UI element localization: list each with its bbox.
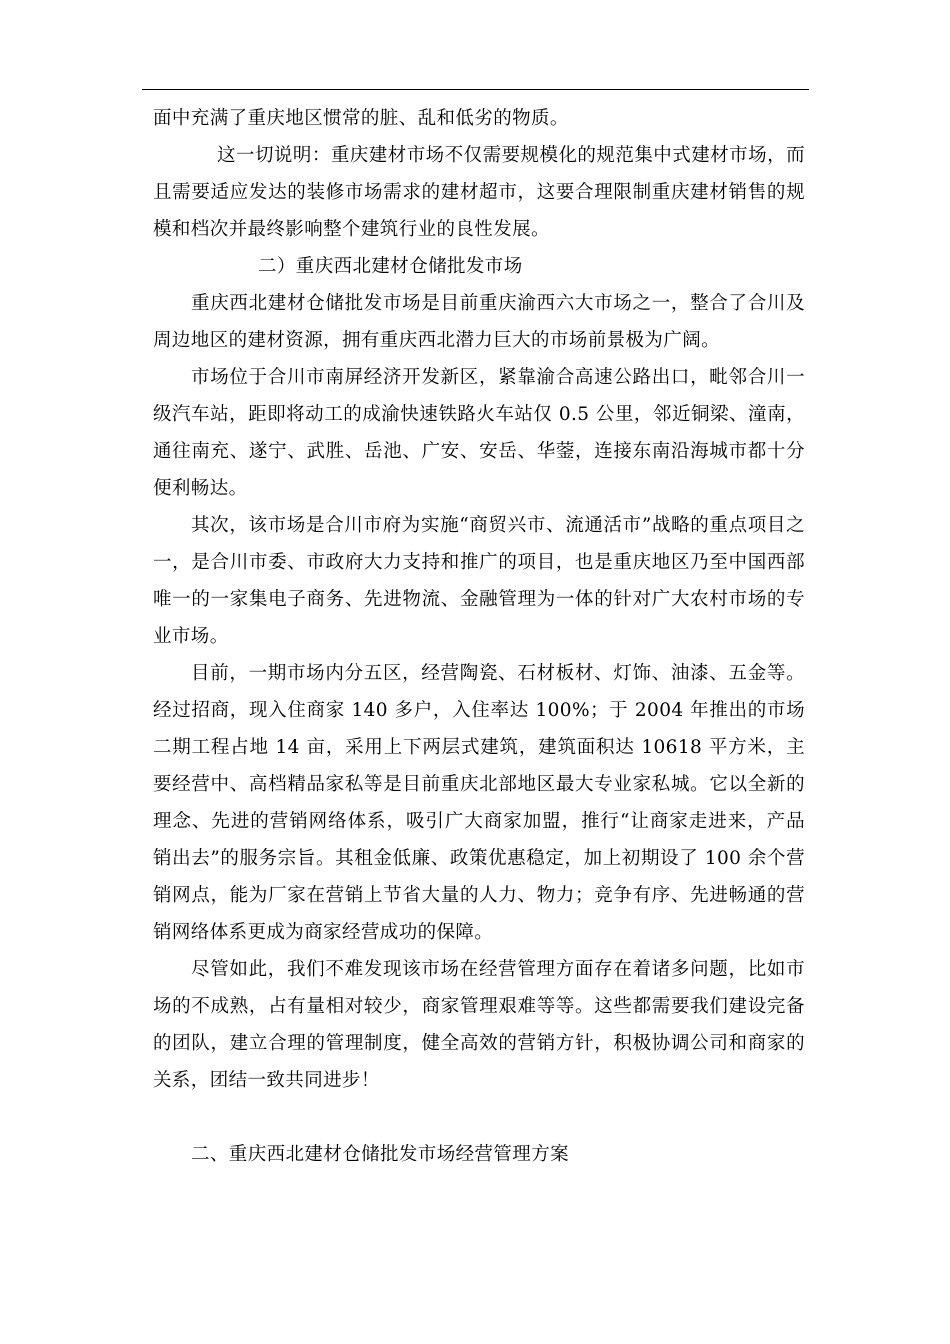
section-heading: 二、重庆西北建材仓储批发市场经营管理方案 xyxy=(191,1144,570,1165)
paragraph-gap xyxy=(153,1099,805,1136)
paragraph-summary: 这一切说明：重庆建材市场不仅需要规模化的规范集中式建材市场，而且需要适应发达的装修市场需求的建材超市，这要合理限制重庆建材销售的规模和档次并最终影响整个建筑行业的良性发展。 xyxy=(153,145,805,240)
paragraph-market-problems: 尽管如此，我们不难发现该市场在经营管理方面存在着诸多问题，比如市场的不成熟，占有量相对较少，商家管理艰难等等。这些都需要我们建设完备的团队，建立合理的管理制度，健全高效的营销方针，积极协调公司和商家的关系，团结一致共同进步！ xyxy=(153,959,805,1091)
document-body xyxy=(153,100,805,1173)
subsection-heading: 二）重庆西北建材仓储批发市场 xyxy=(258,256,523,277)
paragraph-market-policy: 其次，该市场是合川市府为实施“商贸兴市、流通活市”战略的重点项目之一，是合川市委、市政府大力支持和推广的项目，也是重庆地区乃至中国西部唯一的一家集电子商务、先进物流、金融管理为一体的针对广大农村市场的专业市场。 xyxy=(153,515,805,647)
paragraph-market-location: 市场位于合川市南屏经济开发新区，紧靠渝合高速公路出口，毗邻合川一级汽车站，距即将动工的成渝快速铁路火车站仅 0.5 公里，邻近铜梁、潼南，通往南充、遂宁、武胜、岳池、广安、安岳、华蓥，连接东南沿海城市都十分便利畅达。 xyxy=(153,367,805,499)
paragraph-market-current: 目前，一期市场内分五区，经营陶瓷、石材板材、灯饰、油漆、五金等。经过招商，现入住商家 140 多户，入住率达 100%；于 2004 年推出的市场二期工程占地 14 亩，采用上下两层式建筑，建筑面积达 10618 平方米，主要经营中、高档精品家私等是目前重庆北部地区最大专业家私城。它以全新的理念、先进的营销网络体系，吸引广大商家加盟，推行“让商家走进来，产品销出去”的服务宗旨。其租金低廉、政策优惠稳定，加上初期设了 100 余个营销网点，能为厂家在营销上节省大量的人力、物力；竞争有序、先进畅通的营销网络体系更成为商家经营成功的保障。 xyxy=(153,663,805,943)
header-rule xyxy=(142,89,809,90)
paragraph-continuation: 面中充满了重庆地区惯常的脏、乱和低劣的物质。 xyxy=(153,108,569,129)
paragraph-market-intro: 重庆西北建材仓储批发市场是目前重庆渝西六大市场之一，整合了合川及周边地区的建材资源，拥有重庆西北潜力巨大的市场前景极为广阔。 xyxy=(153,293,805,351)
